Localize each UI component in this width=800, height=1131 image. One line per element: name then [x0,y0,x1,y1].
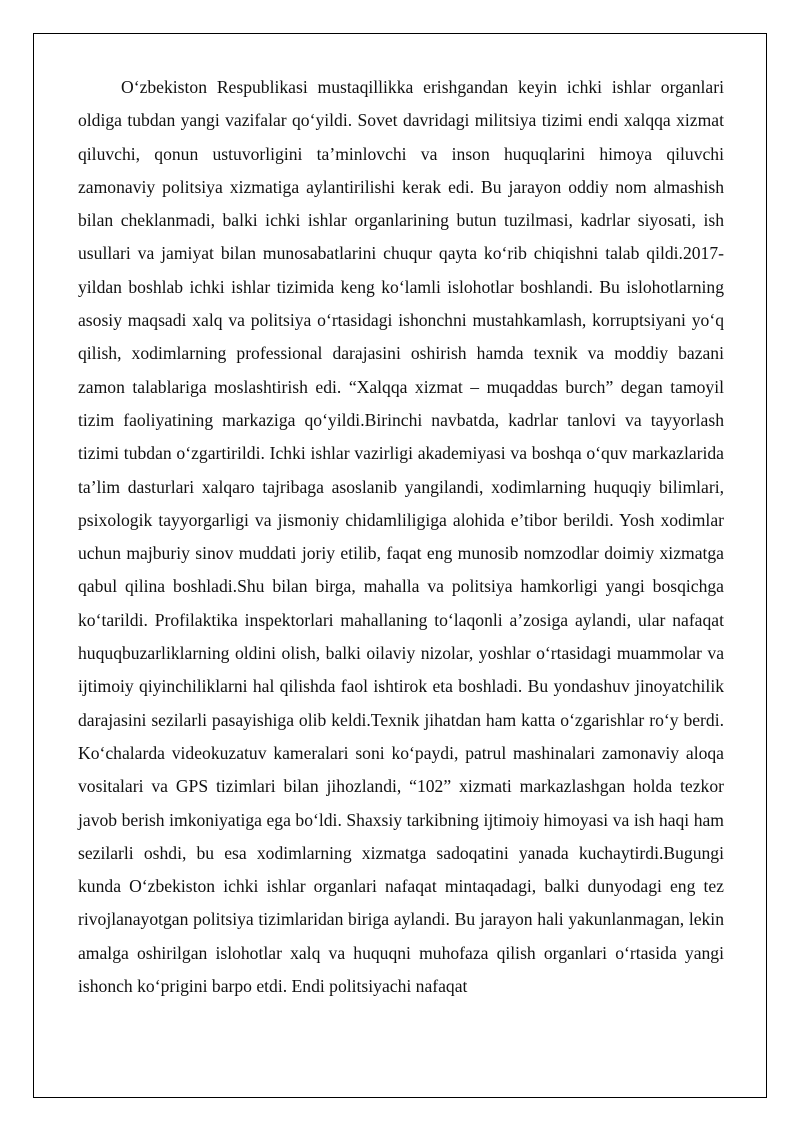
body-paragraph: O‘zbekiston Respublikasi mustaqillikka erishgandan keyin ichki ishlar organlari oldiga tubdan yangi vazifalar qo‘yildi. Sovet davridagi militsiya tizimi endi xalqqa xizmat qiluvchi, qonun ustuvorligini ta’minlovchi va inson huquqlarini himoya qiluvchi zamonaviy politsiya xizmatiga aylantirilishi kerak edi. Bu jarayon oddiy nom almashish bilan cheklanmadi, balki ichki ishlar organlarining butun tuzilmasi, kadrlar siyosati, ish usullari va jamiyat bilan munosabatlarini chuqur qayta ko‘rib chiqishni talab qildi.2017-yildan boshlab ichki ishlar tizimida keng ko‘lamli islohotlar boshlandi. Bu islohotlarning asosiy maqsadi xalq va politsiya o‘rtasidagi ishonchni mustahkamlash, korruptsiyani yo‘q qilish, xodimlarning professional darajasini oshirish hamda texnik va moddiy bazani zamon talablariga moslashtirish edi. “Xalqqa xizmat – muqaddas burch” degan tamoyil tizim faoliyatining markaziga qo‘yildi.Birinchi navbatda, kadrlar tanlovi va tayyorlash tizimi tubdan o‘zgartirildi. Ichki ishlar vazirligi akademiyasi va boshqa o‘quv markazlarida ta’lim dasturlari xalqaro tajribaga asoslanib yangilandi, xodimlarning huquqiy bilimlari, psixologik tayyorgarligi va jismoniy chidamliligiga alohida e’tibor berildi. Yosh xodimlar uchun majburiy sinov muddati joriy etilib, faqat eng munosib nomzodlar doimiy xizmatga qabul qilina boshladi.Shu bilan birga, mahalla va politsiya hamkorligi yangi bosqichga ko‘tarildi. Profilaktika inspektorlari mahallaning to‘laqonli a’zosiga aylandi, ular nafaqat huquqbuzarliklarning oldini olish, balki oilaviy nizolar, yoshlar o‘rtasidagi muammolar va ijtimoiy qiyinchiliklarni hal qilishda faol ishtirok eta boshladi. Bu yondashuv jinoyatchilik darajasini sezilarli pasayishiga olib keldi.Texnik jihatdan ham katta o‘zgarishlar ro‘y berdi. Ko‘chalarda videokuzatuv kameralari soni ko‘paydi, patrul mashinalari zamonaviy aloqa vositalari va GPS tizimlari bilan jihozlandi, “102” xizmati markazlashgan holda tezkor javob berish imkoniyatiga ega bo‘ldi. Shaxsiy tarkibning ijtimoiy himoyasi va ish haqi ham sezilarli oshdi, bu esa xodimlarning xizmatga sadoqatini yanada kuchaytirdi.Bugungi kunda O‘zbekiston ichki ishlar organlari nafaqat mintaqadagi, balki dunyodagi eng tez rivojlanayotgan politsiya tizimlaridan biriga aylandi. Bu jarayon hali yakunlanmagan, lekin amalga oshirilgan islohotlar xalq va huquqni muhofaza qilish organlari o‘rtasida yangi ishonch ko‘prigini barpo etdi. Endi politsiyachi nafaqat [78,77,724,997]
